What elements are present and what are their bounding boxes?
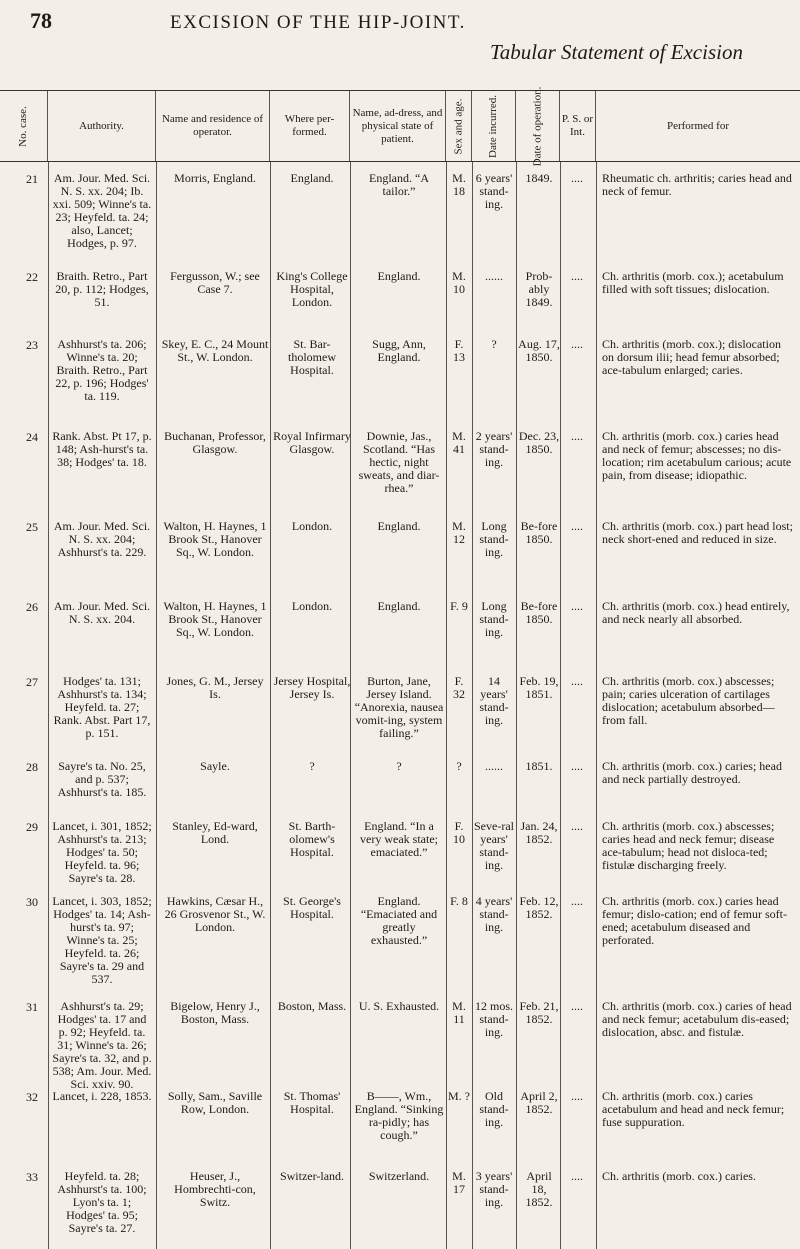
cell-incurred: Old stand-ing. bbox=[479, 1089, 509, 1129]
cell-operator: Morris, England. bbox=[174, 171, 256, 185]
cell-patient: England. “A tailor.” bbox=[369, 171, 429, 198]
header-opdate: Date of operation. bbox=[516, 91, 560, 161]
cell-ps: .... bbox=[571, 1089, 583, 1103]
cell-ps: .... bbox=[571, 429, 583, 443]
cell-authority: Am. Jour. Med. Sci. N. S. xx. 204; Ib. xxi. 509; Winne's ta. 23; Heyfeld. ta. 24; also, Lancet; Hodges, p. 97. bbox=[52, 171, 152, 250]
cell-operator: Sayle. bbox=[200, 759, 230, 773]
cell-incurred: ...... bbox=[485, 759, 503, 773]
cell-patient: England. “In a very weak state; emaciated.” bbox=[360, 819, 438, 859]
running-head: EXCISION OF THE HIP-JOINT. bbox=[170, 12, 466, 33]
case-number: 21 bbox=[26, 172, 38, 186]
cell-where: London. bbox=[291, 599, 333, 613]
cell-operator: Stanley, Ed-ward, Lond. bbox=[172, 819, 258, 846]
cell-incurred: 2 years' stand-ing. bbox=[475, 429, 513, 469]
cell-performed: Ch. arthritis (morb. cox.); dislocation on dorsum ilii; head femur absorbed; ace-tabulum enlarged; caries. bbox=[602, 337, 781, 377]
cell-sex: M. 17 bbox=[452, 1169, 466, 1196]
cell-where: St. Thomas' Hospital. bbox=[283, 1089, 341, 1116]
cell-opdate: Aug. 17, 1850. bbox=[518, 337, 560, 364]
cell-operator: Buchanan, Professor, Glasgow. bbox=[164, 429, 266, 456]
cell-patient: England. “Emaciated and greatly exhausted.” bbox=[360, 894, 438, 947]
cell-patient: Downie, Jas., Scotland. “Has hectic, night sweats, and diar-rhea.” bbox=[358, 429, 440, 495]
cell-ps: .... bbox=[571, 819, 583, 833]
cell-opdate: Be-fore 1850. bbox=[520, 519, 558, 546]
header-authority: Authority. bbox=[48, 91, 156, 161]
cell-operator: Jones, G. M., Jersey Is. bbox=[166, 674, 264, 701]
case-number: 27 bbox=[26, 675, 38, 689]
cell-where: Boston, Mass. bbox=[277, 999, 347, 1013]
cell-opdate: 1849. bbox=[525, 171, 553, 185]
cell-patient: U. S. Exhausted. bbox=[358, 999, 440, 1013]
cell-where: St. Barth-olomew's Hospital. bbox=[288, 819, 336, 859]
cell-patient: England. bbox=[377, 269, 421, 283]
cell-ps: .... bbox=[571, 674, 583, 688]
table-title: Tabular Statement of Excision bbox=[490, 40, 743, 64]
cell-ps: .... bbox=[571, 1169, 583, 1183]
header-patient: Name, ad-dress, and physical state of patient. bbox=[350, 91, 446, 161]
cell-opdate: Dec. 23, 1850. bbox=[518, 429, 560, 456]
cell-operator: Solly, Sam., Saville Row, London. bbox=[167, 1089, 263, 1116]
case-number: 24 bbox=[26, 430, 38, 444]
table-header bbox=[0, 86, 800, 166]
cell-authority: Am. Jour. Med. Sci. N. S. xx. 204. bbox=[53, 599, 151, 626]
cell-incurred: 4 years' stand-ing. bbox=[475, 894, 513, 934]
cell-sex: F. 8 bbox=[450, 894, 468, 908]
cell-authority: Lancet, i. 303, 1852; Hodges' ta. 14; Ash-hurst's ta. 97; Winne's ta. 25; Heyfeld. ta. 26; Sayre's ta. 29 and 537. bbox=[52, 894, 152, 986]
cell-where: St. Bar-tholomew Hospital. bbox=[288, 337, 336, 377]
cell-opdate: Prob-ably 1849. bbox=[525, 269, 553, 309]
cell-patient: England. bbox=[377, 519, 421, 533]
cell-performed: Ch. arthritis (morb. cox.) head entirely, and neck nearly all absorbed. bbox=[602, 599, 790, 626]
cell-incurred: 12 mos. stand-ing. bbox=[474, 999, 513, 1039]
cell-authority: Lancet, i. 228, 1853. bbox=[52, 1089, 152, 1103]
header-operator: Name and residence of operator. bbox=[156, 91, 270, 161]
cell-operator: Hawkins, Cæsar H., 26 Grosvenor St., W. London. bbox=[164, 894, 266, 934]
cell-where: St. George's Hospital. bbox=[283, 894, 341, 921]
cell-ps: .... bbox=[571, 337, 583, 351]
case-number: 32 bbox=[26, 1090, 38, 1104]
cell-performed: Ch. arthritis (morb. cox.) caries. bbox=[602, 1169, 756, 1183]
cell-performed: Ch. arthritis (morb. cox.) caries; head and neck partially destroyed. bbox=[602, 759, 782, 786]
cell-incurred: ? bbox=[491, 337, 497, 351]
cell-incurred: 14 years' stand-ing. bbox=[479, 674, 509, 727]
cell-authority: Braith. Retro., Part 20, p. 112; Hodges, 51. bbox=[55, 269, 149, 309]
cell-operator: Bigelow, Henry J., Boston, Mass. bbox=[170, 999, 260, 1026]
cell-opdate: Jan. 24, 1852. bbox=[520, 819, 558, 846]
cell-performed: Ch. arthritis (morb. cox.) caries acetabulum and head and neck femur; fuse suppuration. bbox=[602, 1089, 785, 1129]
cell-patient: Switzerland. bbox=[368, 1169, 430, 1183]
cell-authority: Ashhurst's ta. 206; Winne's ta. 20; Braith. Retro., Part 22, p. 196; Hodges' ta. 119. bbox=[55, 337, 149, 403]
cell-sex: M. 10 bbox=[452, 269, 466, 296]
cell-authority: Heyfeld. ta. 28; Ashhurst's ta. 100; Lyon's ta. 1; Hodges' ta. 95; Sayre's ta. 27. bbox=[57, 1169, 147, 1235]
cell-authority: Rank. Abst. Pt 17, p. 148; Ash-hurst's ta. 38; Hodges' ta. 18. bbox=[52, 429, 152, 469]
cell-authority: Sayre's ta. No. 25, and p. 537; Ashhurst's ta. 185. bbox=[57, 759, 147, 799]
cell-performed: Ch. arthritis (morb. cox.) part head lost; neck short-ened and reduced in size. bbox=[602, 519, 793, 546]
cell-operator: Skey, E. C., 24 Mount St., W. London. bbox=[161, 337, 269, 364]
cell-incurred: Seve-ral years' stand-ing. bbox=[474, 819, 514, 872]
cell-incurred: 3 years' stand-ing. bbox=[475, 1169, 513, 1209]
cell-performed: Rheumatic ch. arthritis; caries head and neck of femur. bbox=[602, 171, 792, 198]
cell-opdate: April 18, 1852. bbox=[525, 1169, 553, 1209]
cell-performed: Ch. arthritis (morb. cox.); acetabulum filled with soft tissues; dislocation. bbox=[602, 269, 784, 296]
cell-opdate: 1851. bbox=[525, 759, 553, 773]
cell-performed: Ch. arthritis (morb. cox.) abscesses; caries head and neck femur; disease ace-tabulum; head not disloca-ted; fistulæ discharging freely. bbox=[602, 819, 775, 872]
header-ps: P. S. or Int. bbox=[560, 91, 596, 161]
header-no: No. case. bbox=[0, 91, 48, 161]
cell-operator: Walton, H. Haynes, 1 Brook St., Hanover Sq., W. London. bbox=[163, 599, 267, 639]
cell-where: Royal Infirmary Glasgow. bbox=[273, 429, 351, 456]
case-number: 29 bbox=[26, 820, 38, 834]
page-number: 78 bbox=[30, 8, 52, 33]
cell-sex: M. 11 bbox=[452, 999, 466, 1026]
cell-operator: Walton, H. Haynes, 1 Brook St., Hanover Sq., W. London. bbox=[163, 519, 267, 559]
cell-where: Switzer-land. bbox=[279, 1169, 345, 1183]
cell-ps: .... bbox=[571, 759, 583, 773]
case-number: 26 bbox=[26, 600, 38, 614]
cell-sex: F. 13 bbox=[453, 337, 465, 364]
cell-where: London. bbox=[291, 519, 333, 533]
cell-sex: F. 9 bbox=[450, 599, 468, 613]
header-performed: Performed for bbox=[666, 119, 729, 132]
cell-where: ? bbox=[309, 759, 315, 773]
cell-where: King's College Hospital, London. bbox=[276, 269, 348, 309]
case-number: 31 bbox=[26, 1000, 38, 1014]
cell-opdate: Be-fore 1850. bbox=[520, 599, 558, 626]
cell-authority: Am. Jour. Med. Sci. N. S. xx. 204; Ashhurst's ta. 229. bbox=[53, 519, 151, 559]
cell-where: England. bbox=[290, 171, 334, 185]
cell-sex: F. 32 bbox=[453, 674, 465, 701]
cell-sex: M. 41 bbox=[452, 429, 466, 456]
header-where: Where per-formed. bbox=[270, 91, 350, 161]
cell-incurred: Long stand-ing. bbox=[479, 519, 509, 559]
cell-opdate: Feb. 21, 1852. bbox=[519, 999, 559, 1026]
cell-patient: Burton, Jane, Jersey Island. “Anorexia, nausea vomit-ing, system failing.” bbox=[354, 674, 444, 740]
cell-ps: .... bbox=[571, 999, 583, 1013]
case-number: 22 bbox=[26, 270, 38, 284]
case-number: 33 bbox=[26, 1170, 38, 1184]
cell-sex: ? bbox=[456, 759, 462, 773]
case-number: 30 bbox=[26, 895, 38, 909]
cell-ps: .... bbox=[571, 269, 583, 283]
cell-sex: F. 10 bbox=[453, 819, 465, 846]
cell-performed: Ch. arthritis (morb. cox.) caries head femur; dislo-cation; end of femur soft-ened; acetabulum diseased and perforated. bbox=[602, 894, 787, 947]
cell-performed: Ch. arthritis (morb. cox.) abscesses; pain; caries ulceration of cartilages dislocation; acetabulum absorbed—from fall. bbox=[602, 674, 775, 727]
cell-opdate: Feb. 12, 1852. bbox=[519, 894, 559, 921]
cell-sex: M. ? bbox=[448, 1089, 470, 1103]
cell-performed: Ch. arthritis (morb. cox.) caries head and neck of femur; abscesses; no dis-location; rim acetabulum carious; acute pain, from disease; idiopathic. bbox=[602, 429, 792, 482]
cell-performed: Ch. arthritis (morb. cox.) caries of head and neck femur; acetabulum dis-eased; dislocation, absc. and fistulæ. bbox=[602, 999, 792, 1039]
cell-authority: Hodges' ta. 131; Ashhurst's ta. 134; Heyfeld. ta. 27; Rank. Abst. Part 17, p. 151. bbox=[53, 674, 151, 740]
cell-opdate: April 2, 1852. bbox=[520, 1089, 558, 1116]
cell-authority: Lancet, i. 301, 1852; Ashhurst's ta. 213; Hodges' ta. 50; Heyfeld. ta. 96; Sayre's ta. 28. bbox=[52, 819, 152, 885]
cell-ps: .... bbox=[571, 171, 583, 185]
case-number: 28 bbox=[26, 760, 38, 774]
header-sex: Sex and age. bbox=[446, 91, 472, 161]
cell-ps: .... bbox=[571, 894, 583, 908]
cell-patient: B——, Wm., England. “Sinking ra-pidly; has cough.” bbox=[354, 1089, 444, 1142]
cell-patient: England. bbox=[377, 599, 421, 613]
cell-opdate: Feb. 19, 1851. bbox=[519, 674, 559, 701]
cell-ps: .... bbox=[571, 519, 583, 533]
cell-incurred: 6 years' stand-ing. bbox=[475, 171, 513, 211]
cell-operator: Heuser, J., Hombrechti-con, Switz. bbox=[174, 1169, 256, 1209]
cell-sex: M. 18 bbox=[452, 171, 466, 198]
case-number: 23 bbox=[26, 338, 38, 352]
case-number: 25 bbox=[26, 520, 38, 534]
cell-ps: .... bbox=[571, 599, 583, 613]
cell-incurred: Long stand-ing. bbox=[479, 599, 509, 639]
cell-incurred: ...... bbox=[485, 269, 503, 283]
cell-sex: M. 12 bbox=[452, 519, 466, 546]
cell-patient: ? bbox=[396, 759, 402, 773]
cell-authority: Ashhurst's ta. 29; Hodges' ta. 17 and p. 92; Heyfeld. ta. 31; Winne's ta. 26; Sayre's ta. 32, and p. 538; Am. Jour. Med. Sci. xxiv. 90. bbox=[52, 999, 152, 1091]
header-incurred: Date incurred. bbox=[472, 91, 516, 161]
cell-where: Jersey Hospital, Jersey Is. bbox=[273, 674, 351, 701]
cell-operator: Fergusson, W.; see Case 7. bbox=[170, 269, 260, 296]
cell-patient: Sugg, Ann, England. bbox=[372, 337, 426, 364]
